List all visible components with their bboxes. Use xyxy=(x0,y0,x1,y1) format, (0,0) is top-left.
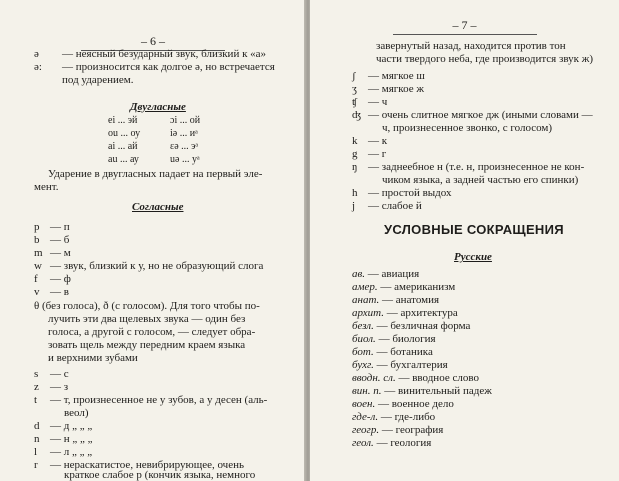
abbreviation: бот. xyxy=(352,346,374,358)
abbreviation: вводн. сл. xyxy=(352,372,396,384)
phonetic-description: — д „ „ „ xyxy=(50,420,93,432)
phonetic-description: — б xyxy=(50,234,70,246)
diphthong-item: ei ... эй xyxy=(108,115,138,126)
phonetic-description: — м xyxy=(50,247,71,259)
phonetic-description: — звук, близкий к у, но не образующий слога xyxy=(50,260,264,272)
phonetic-symbol: g xyxy=(352,148,358,160)
phonetic-symbol: h xyxy=(352,187,358,199)
abbreviation: ав. xyxy=(352,268,366,280)
abbreviation-row xyxy=(352,359,448,372)
phonetic-description: — н „ „ „ xyxy=(50,433,93,445)
phonetic-symbol: w xyxy=(34,260,42,272)
phonetic-symbol: s xyxy=(34,368,39,380)
phonetic-symbol: k xyxy=(352,135,358,147)
abbreviation-meaning: — безличная форма xyxy=(376,320,471,332)
phonetic-description: — мягкое ж xyxy=(368,83,424,95)
theta-note: и верхними зубами xyxy=(48,352,138,364)
phonetic-symbol: d xyxy=(34,420,40,432)
section-title: УСЛОВНЫЕ СОКРАЩЕНИЯ xyxy=(384,222,564,237)
abbreviation-row xyxy=(352,307,458,320)
abbreviation: вин. п. xyxy=(352,385,382,397)
abbreviation-row xyxy=(352,385,492,398)
phonetic-description: — п xyxy=(50,221,70,233)
stress-note: мент. xyxy=(34,181,59,193)
phonetic-description: под ударением. xyxy=(62,74,134,86)
abbreviation-meaning: — геология xyxy=(376,437,432,449)
phonetic-description: — л „ „ „ xyxy=(50,446,93,458)
phonetic-description: чиком языка, а задней частью его спинки) xyxy=(382,174,579,186)
phonetic-symbol: r xyxy=(34,459,38,471)
abbreviation-row xyxy=(352,268,419,281)
abbreviation-row xyxy=(352,424,443,437)
phonetic-symbol: l xyxy=(34,446,38,458)
abbreviation-row xyxy=(352,411,435,424)
abbreviation: анат. xyxy=(352,294,380,306)
abbreviation: где-л. xyxy=(352,411,379,423)
phonetic-symbol: ʤ xyxy=(352,109,362,121)
phonetic-description: — с xyxy=(50,368,69,380)
phonetic-description: — ф xyxy=(50,273,71,285)
theta-note: зовать щель между передним краем языка xyxy=(48,339,246,351)
abbreviation-row xyxy=(352,320,470,333)
right-page xyxy=(310,0,619,481)
abbreviation-row xyxy=(352,346,433,359)
phonetic-symbol: t xyxy=(34,394,38,406)
phonetic-description: — з xyxy=(50,381,69,393)
abbreviation-meaning: — архитектура xyxy=(386,307,458,319)
abbreviation: биол. xyxy=(352,333,376,345)
abbreviation-row xyxy=(352,372,479,385)
phonetic-description: — слабое й xyxy=(368,200,422,212)
phonetic-description: ч, произнесенное звонко, с голосом) xyxy=(382,122,553,134)
phonetic-description: — т, произнесенное не у зубов, а у десен (аль- xyxy=(50,394,268,406)
diphthong-item: au ... ау xyxy=(108,154,139,165)
diphthong-item: ɔi ... ой xyxy=(170,115,201,126)
abbreviation-row xyxy=(352,398,454,411)
abbreviation: геогр. xyxy=(352,424,380,436)
diphthong-item: uə ... уᵃ xyxy=(170,154,200,165)
diphthong-item: iə ... иᵃ xyxy=(170,128,198,139)
abbreviation-meaning: — авиация xyxy=(367,268,420,280)
phonetic-symbol: p xyxy=(34,221,40,233)
abbreviation-meaning: — анатомия xyxy=(382,294,440,306)
phonetic-description: — нераскатистое, невибрирующее, очень xyxy=(50,459,244,471)
phonetic-description: краткое слабое р (кончик языка, немного xyxy=(64,469,256,481)
theta-note: лучить эти два щелевых звука — один без xyxy=(48,313,246,325)
abbreviation-meaning: — бухгалтерия xyxy=(376,359,448,371)
stress-note: Ударение в двугласных падает на первый эле- xyxy=(48,168,263,180)
left-page xyxy=(0,0,306,481)
phonetic-description: — к xyxy=(368,135,388,147)
abbreviation-meaning: — военное дело xyxy=(377,398,454,410)
phonetic-description: — простой выдох xyxy=(368,187,452,199)
diphthong-item: ou ... оу xyxy=(108,128,141,139)
phonetic-description: — очень слитное мягкое дж (иными словами — xyxy=(368,109,593,121)
abbreviation-meaning: — ботаника xyxy=(376,346,433,358)
abbreviation: амер. xyxy=(352,281,378,293)
abbreviation-row xyxy=(352,333,436,346)
abbreviation-row xyxy=(352,281,455,294)
phonetic-symbol: v xyxy=(34,286,40,298)
abbreviation-meaning: — вводное слово xyxy=(398,372,479,384)
phonetic-description: — неясный безударный звук, близкий к «а» xyxy=(62,48,267,60)
phonetic-symbol: ə: xyxy=(34,61,42,73)
phonetic-symbol: f xyxy=(34,273,38,285)
phonetic-description: — ч xyxy=(368,96,388,108)
abbreviation-meaning: — винительный падеж xyxy=(384,385,492,397)
diphthong-item: ai ... ай xyxy=(108,141,138,152)
phonetic-symbol: z xyxy=(34,381,39,393)
phonetic-symbol: ə xyxy=(34,48,39,60)
continued-text: части твердого неба, где производится звук ж) xyxy=(376,53,593,65)
abbreviation-row xyxy=(352,294,439,307)
phonetic-symbol: ʧ xyxy=(352,96,358,108)
theta-note: голоса, а другой с голосом, — следует обра- xyxy=(48,326,256,338)
abbreviation-row xyxy=(352,437,431,450)
abbreviation: бухг. xyxy=(352,359,374,371)
page-number-6: – 6 – xyxy=(0,34,306,51)
phonetic-symbol: b xyxy=(34,234,40,246)
subsection-title: Русские xyxy=(454,251,492,263)
phonetic-symbol: n xyxy=(34,433,40,445)
phonetic-symbol: ʃ xyxy=(352,70,356,82)
abbreviation: геол. xyxy=(352,437,374,449)
phonetic-description: — произносится как долгое ə, но встречается xyxy=(62,61,275,73)
phonetic-description: — заднеебное н (т.е. н, произнесенное не кон- xyxy=(368,161,585,173)
diphthong-item: εə ... эᵃ xyxy=(170,141,199,152)
abbreviation-meaning: — где-либо xyxy=(380,411,436,423)
phonetic-description: — в xyxy=(50,286,69,298)
phonetic-description: веол) xyxy=(64,407,89,419)
abbreviation-meaning: — география xyxy=(381,424,444,436)
page-number-7: – 7 – xyxy=(310,18,619,35)
phonetic-description: — г xyxy=(368,148,387,160)
abbreviation: архит. xyxy=(352,307,384,319)
abbreviation-meaning: — биология xyxy=(378,333,436,345)
theta-note: θ (без голоса), ð (с голосом). Для того чтобы по- xyxy=(34,300,260,312)
phonetic-description: — мягкое ш xyxy=(368,70,425,82)
abbreviation-meaning: — американизм xyxy=(380,281,456,293)
abbreviation: безл. xyxy=(352,320,374,332)
abbreviation: воен. xyxy=(352,398,376,410)
phonetic-symbol: m xyxy=(34,247,43,259)
diphthongs-heading: Двугласные xyxy=(130,101,186,113)
phonetic-symbol: j xyxy=(352,200,356,212)
phonetic-symbol: ŋ xyxy=(352,161,358,173)
consonants-heading: Согласные xyxy=(132,201,184,213)
continued-text: завернутый назад, находится против тон xyxy=(376,40,566,52)
phonetic-symbol: ʒ xyxy=(352,83,357,95)
